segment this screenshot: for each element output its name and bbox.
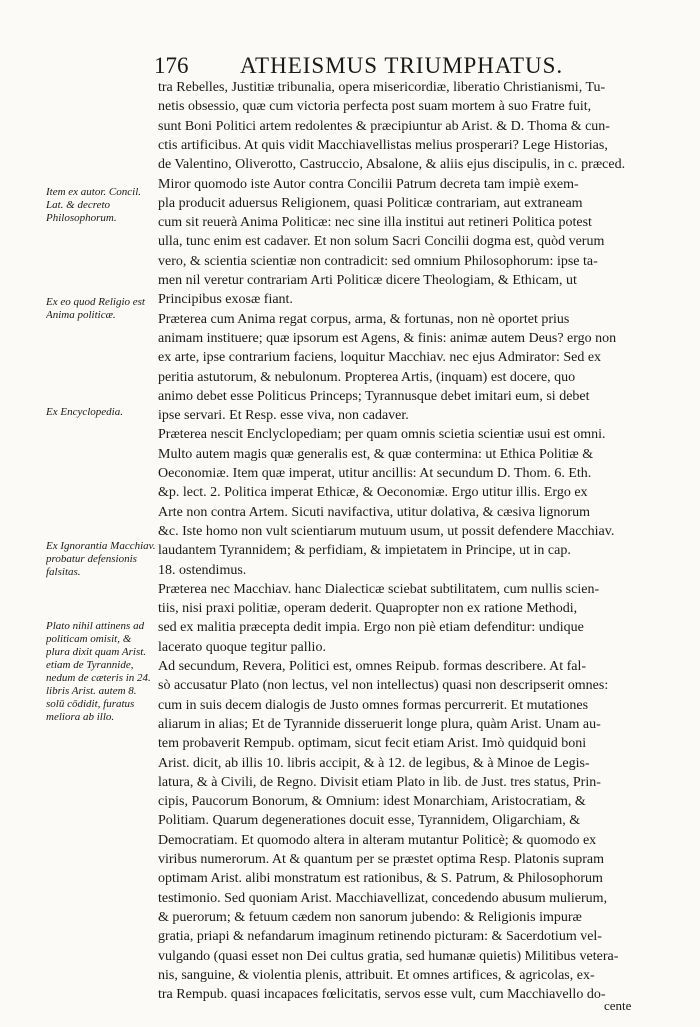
text-line: peritia astutorum, & nebulonum. Propterea Artis, (inquam) est docere, quo (158, 369, 576, 385)
text-line: sò accusatur Plato (non lectus, vel non intellectus) quasi non descripserit omnes: (158, 678, 609, 694)
text-line: netis obsessio, quæ cum victoria perfecta post suam mortem à suo Fratre fuit, (158, 99, 592, 115)
text-line: men nil veretur contrariam Arti Politicæ dicere Theologiam, & Ethicam, ut (158, 273, 577, 288)
running-title: ATHEISMUS TRIUMPHATUS. (240, 53, 564, 78)
text-line: sed ex malitia præcepta dedit impia. Ergo non piè etiam defenditur: undique (158, 620, 584, 636)
text-line: cipis, Paucorum Bonorum, & Omnium: idest Monarchiam, Aristocratiam, & (158, 794, 586, 810)
text-line: cum sit reuerà Anima Politicæ: nec sine illa institui aut retineri Politica potest (158, 215, 592, 231)
text-line: Ad secundum, Revera, Politici est, omnes Reipub. formas describere. At fal- (158, 659, 587, 674)
margin-note: Plato nihil attinens ad politicam omisit, & plura dixit quam Arist. etiam de Tyrannide, nedum de cæteris in 24. libris Arist. autem 8. solū cōdidit, furatus meliora ab illo. (46, 620, 151, 723)
text-line: de Valentino, Oliverotto, Castruccio, Absalone, & aliis ejus discipulis, in c. præced. (158, 157, 626, 173)
text-line: Miror quomodo iste Autor contra Concilii Patrum decreta tam impiè exem- (158, 176, 579, 192)
text-line: animam instituere; quæ ipsorum est Agens, & finis: animæ autem Deus? ergo non (158, 330, 617, 346)
text-line: &p. lect. 2. Politica imperat Ethicæ, & Oeconomiæ. Ergo utitur illis. Ergo ex (158, 485, 588, 501)
text-line: pla producit aduersus Religionem, quasi Politicæ contrariam, aut extraneam (158, 195, 583, 211)
text-line: vulgando (quasi esset non Dei cultus gratia, sed humanæ quietis) Militibus vetera- (158, 948, 619, 964)
page-header (154, 54, 624, 78)
page-number: 176 (154, 53, 189, 78)
text-line: viribus numerorum. At & quantum per se præstet optima Resp. Platonis supram (158, 852, 605, 867)
text-line: Præterea nec Macchiav. hanc Dialecticæ sciebat subtilitatem, cum nullis scien- (158, 581, 600, 597)
text-line: optimam Arist. alibi monstratum est rationibus, & S. Patrum, & Philosophorum (158, 871, 603, 887)
text-line: sunt Boni Politici artem redolentes & præcipiuntur ab Arist. & D. Thoma & cun- (158, 118, 610, 134)
text-line: &c. Iste homo non vult scientiarum mutuum usum, ut possit defendere Macchiav. (158, 523, 615, 539)
text-line: Politiam. Quarum degenerationes docuit esse, Tyrannidem, Oligarchiam, & (158, 813, 581, 829)
text-line: laudantem Tyrannidem; & perfidiam, & impietatem in Principe, ut in cap. (158, 543, 571, 559)
text-line: tem probaverit Rempub. optimam, sicut fecit etiam Arist. Imò quidquid boni (158, 736, 587, 752)
text-line: Multo autem magis quæ generalis est, & quæ contermina: ut Ethica Politiæ & (158, 446, 594, 462)
text-line: tiis, nisi praxi politiæ, operam dederit. Quapropter non ex ratione Methodi, (158, 601, 578, 617)
text-line: vero, & scientia scientiæ non contradicit: sed omnium Philosophorum: ipse ta- (158, 253, 598, 269)
text-line: Præterea nescit Enclyclopediam; per quam omnis scietia scientiæ usui est omni. (158, 427, 606, 443)
text-line: Oeconomiæ. Item quæ imperat, utitur ancillis: At secundum D. Thom. 6. Eth. (158, 466, 592, 481)
text-line: Arist. dicit, ab illis 10. libris accipit, & à 12. de legibus, & à Minoe de Legis- (158, 755, 590, 771)
text-line: lacerato quoque tegitur pallio. (158, 639, 326, 655)
text-line: ipse servari. Et Resp. esse viva, non cadaver. (158, 408, 409, 424)
text-line: tra Rempub. quasi incapaces fœlicitatis, servos esse vult, cum Macchiavello do- (158, 987, 606, 1003)
text-line: ex arte, ipse contrarium faciens, loquitur Macchiav. nec ejus Admirator: Sed ex (158, 350, 602, 366)
margin-note: Item ex autor. Concil. Lat. & decreto Philosophorum. (46, 186, 142, 224)
text-line: gratia, priapi & nefandarum imaginum retinendo picturam: & Sacerdotium vel- (158, 929, 602, 945)
margin-note: Ex Encyclopedia. (46, 406, 123, 418)
margin-note: Ex eo quod Religio est Anima politicæ. (46, 296, 145, 321)
text-line: Præterea cum Anima regat corpus, arma, & fortunas, non nè oportet prius (158, 311, 570, 327)
catchword: cente (604, 998, 632, 1013)
text-line: ulla, tunc enim est cadaver. Et non solum Sacri Concilii dogma est, quòd verum (158, 234, 605, 250)
text-line: cum in suis decem dialogis de Justo omnes formas percurrerit. Et mutationes (158, 697, 589, 713)
text-line: Democratiam. Et quomodo altera in alteram mutantur Politicè; & quomodo ex (158, 832, 597, 848)
text-line: latura, & à Civili, de Regno. Divisit etiam Plato in lib. de Just. tres status, Prin- (158, 774, 601, 790)
text-line: 18. ostendimus. (158, 562, 247, 578)
text-line: Arte non contra Artem. Sicuti navifactiva, utitur dolativa, & cæsiva lignorum (158, 504, 590, 520)
margin-note: Ex Ignorantia Macchiav. probatur defensionis falsitas. (46, 540, 156, 578)
text-line: nis, sanguine, & violentia plenis, attribuit. Et omnes artifices, & agricolas, ex- (158, 967, 595, 983)
text-line: testimonio. Sed quoniam Arist. Macchiavellizat, concedendo abusum mulierum, (158, 890, 608, 906)
text-line: tra Rebelles, Justitiæ tribunalia, opera misericordiæ, liberatio Christianismi, Tu- (158, 80, 606, 95)
text-line: Principibus exosæ fiant. (158, 292, 293, 308)
text-line: animo debet esse Politicus Princeps; Tyrannusque debet imitari eum, si debet (158, 388, 590, 404)
text-line: aliarum in alias; Et de Tyrannide disseruerit longe plura, quàm Arist. Unam au- (158, 716, 601, 732)
text-line: & puerorum; & fetuum cædem non sanorum jubendo: & Religionis impuræ (158, 909, 582, 925)
text-line: ctis artificibus. At quis vidit Macchiavellistas melius prosperari? Lege Historias, (158, 137, 608, 153)
